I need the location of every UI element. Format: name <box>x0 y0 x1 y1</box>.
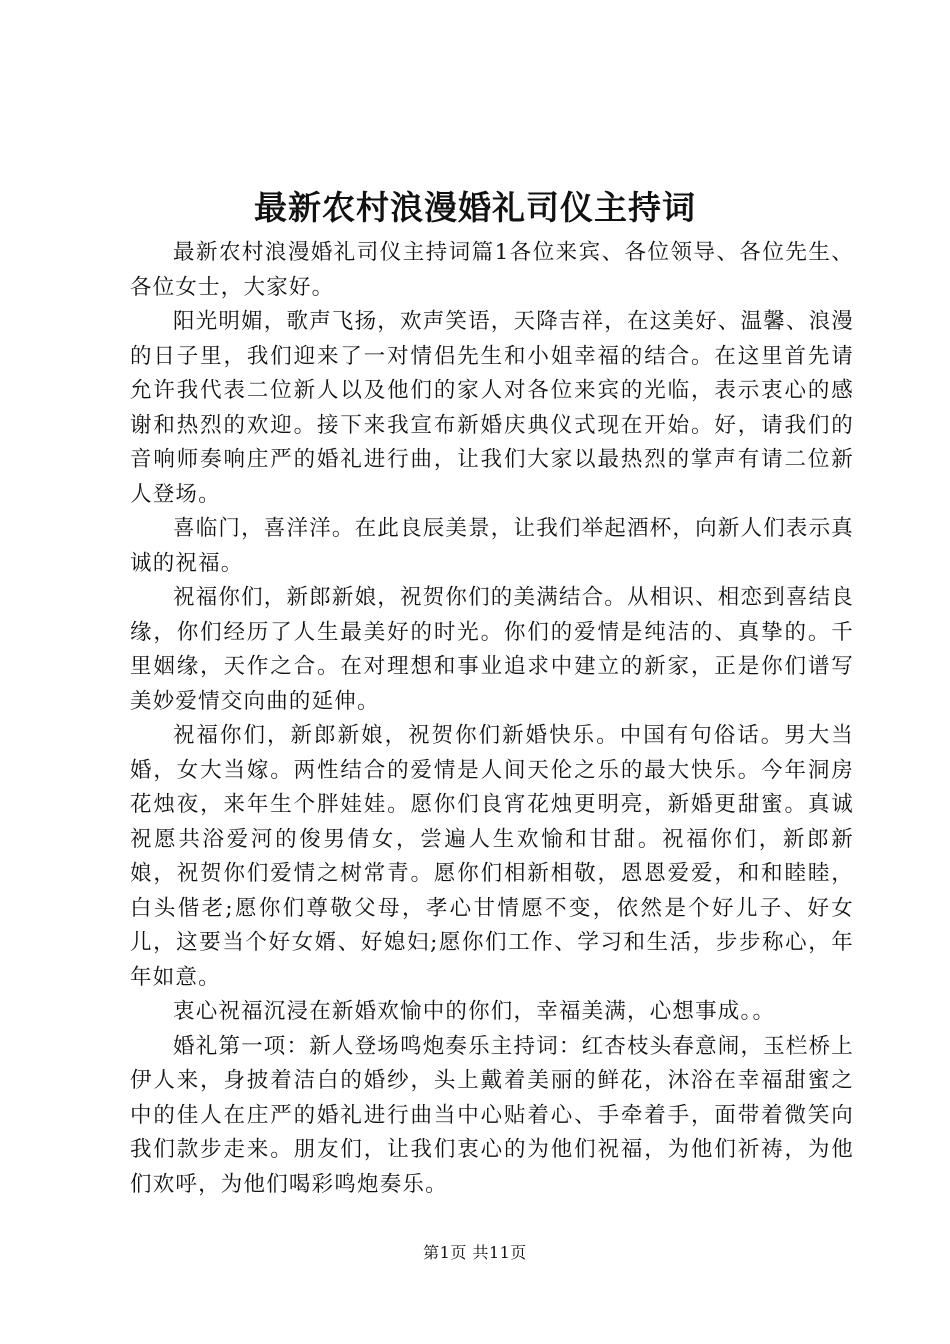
document-body <box>130 236 854 1202</box>
page-number-footer: 第1页 共11页 <box>423 1243 527 1262</box>
paragraph: 婚礼第一项：新人登场鸣炮奏乐主持词：红杏枝头春意闹，玉栏桥上伊人来，身披着洁白的婚纱，头上戴着美丽的鲜花，沐浴在幸福甜蜜之中的佳人在庄严的婚礼进行曲当中心贴着心、手牵着手，面带着微笑向我们款步走来。朋友们，让我们衷心的为他们祝福，为他们祈祷，为他们欢呼，为他们喝彩鸣炮奏乐。 <box>130 1033 855 1197</box>
paragraph: 喜临门，喜洋洋。在此良辰美景，让我们举起酒杯，向新人们表示真诚的祝福。 <box>130 516 855 576</box>
document-title: 最新农村浪漫婚礼司仪主持词 <box>254 188 696 227</box>
paragraph: 最新农村浪漫婚礼司仪主持词篇1各位来宾、各位领导、各位先生、各位女士，大家好。 <box>130 240 854 300</box>
paragraph: 祝福你们，新郎新娘，祝贺你们的美满结合。从相识、相恋到喜结良缘，你们经历了人生最美好的时光。你们的爱情是纯洁的、真挚的。千里姻缘，天作之合。在对理想和事业追求中建立的新家，正是你们谱写美妙爱情交向曲的延伸。 <box>130 585 855 714</box>
paragraph: 祝福你们，新郎新娘，祝贺你们新婚快乐。中国有句俗话。男大当婚，女大当嫁。两性结合的爱情是人间天伦之乐的最大快乐。今年洞房花烛夜，来年生个胖娃娃。愿你们良宵花烛更明亮，新婚更甜蜜。真诚祝愿共浴爱河的俊男倩女，尝遍人生欢愉和甘甜。祝福你们，新郎新娘，祝贺你们爱情之树常青。愿你们相新相敬，恩恩爱爱，和和睦睦，白头偕老;愿你们尊敬父母，孝心甘情愿不变，依然是个好儿子、好女儿，这要当个好女婿、好媳妇;愿你们工作、学习和生活，步步称心，年年如意。 <box>130 723 854 990</box>
paragraph: 衷心祝福沉浸在新婚欢愉中的你们，幸福美满，心想事成。。 <box>173 999 776 1024</box>
paragraph: 阳光明媚，歌声飞扬，欢声笑语，天降吉祥，在这美好、温馨、浪漫的日子里，我们迎来了一对情侣先生和小姐幸福的结合。在这里首先请允许我代表二位新人以及他们的家人对各位来宾的光临，表示衷心的感谢和热烈的欢迎。接下来我宣布新婚庆典仪式现在开始。好，请我们的音响师奏响庄严的婚礼进行曲，让我们大家以最热烈的掌声有请二位新人登场。 <box>130 309 855 507</box>
